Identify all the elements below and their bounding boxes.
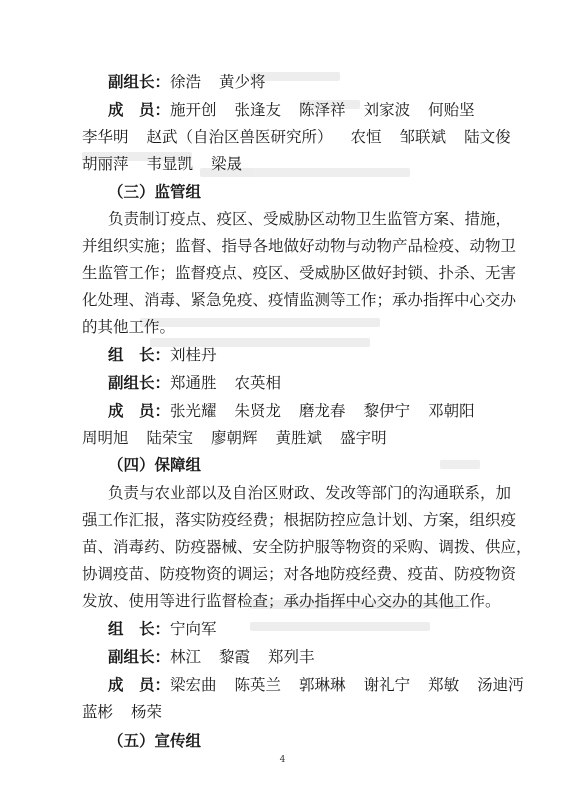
person-name: 刘家波	[363, 101, 411, 119]
deputy-label: 副组长：	[108, 73, 171, 91]
duty-text-line: 强工作汇报，落实防疫经费；根据防控应急计划、方案，组织疫	[82, 511, 517, 529]
person-name: 黎霞	[219, 648, 251, 666]
person-name: 谢礼宁	[363, 676, 411, 694]
person-name: 周明旭	[82, 429, 129, 447]
person-name: 施开创	[170, 101, 217, 119]
person-name: 李华明	[82, 128, 129, 146]
person-name: 郭琳琳	[299, 676, 346, 694]
duty-text-line: 生监管工作；监督疫点、疫区、受威胁区做好封锁、扑杀、无害	[82, 264, 517, 282]
section-heading: （五）宣传组	[108, 732, 202, 750]
person-name: 盛宇明	[340, 429, 387, 447]
person-name: 何贻坚	[428, 101, 475, 119]
section-2-members-row-continued	[82, 127, 511, 147]
person-name: 刘桂丹	[170, 346, 217, 364]
members-label: 成 员：	[108, 402, 171, 420]
section-2-deputy-row	[108, 72, 266, 92]
person-name: 杨荣	[131, 703, 163, 721]
person-name: 韦显凯	[146, 155, 194, 173]
person-name: 磨龙春	[299, 402, 346, 420]
section-3-deputy-row	[108, 373, 281, 393]
section-4-deputy-row	[108, 647, 315, 667]
person-name: 廖朝辉	[211, 429, 258, 447]
section-heading: （三）监管组	[108, 183, 202, 201]
section-4-leader-row	[108, 619, 217, 639]
person-name: 张逢友	[234, 101, 282, 119]
deputy-label: 副组长：	[108, 648, 171, 666]
duty-text-line: 苗、消毒药、防疫器械、安全防护服等物资的采购、调拨、供应，	[82, 538, 532, 556]
person-name: 陆荣宝	[146, 429, 194, 447]
person-name: 农英相	[234, 374, 282, 392]
person-name: 徐浩	[170, 73, 202, 91]
person-name: 农恒	[350, 128, 382, 146]
duty-text-line: 协调疫苗、防疫物资的调运；对各地防疫经费、疫苗、防疫物资	[82, 565, 517, 583]
person-name: 陈泽祥	[299, 101, 346, 119]
person-name: 蓝彬	[82, 703, 114, 721]
person-name: 汤迪沔	[477, 676, 524, 694]
duty-text-line: 负责制订疫点、疫区、受威胁区动物卫生监管方案、措施，	[108, 210, 512, 228]
duty-text-line: 并组织实施；监督、指导各地做好动物与动物产品检疫、动物卫	[82, 237, 517, 255]
duty-text-line: 的其他工作。	[82, 318, 176, 336]
person-name: 赵武（自治区兽医研究所）	[146, 128, 333, 146]
section-3-members-row-continued	[82, 428, 387, 448]
person-name: 宁向军	[170, 620, 217, 638]
person-name: 林江	[170, 648, 202, 666]
members-label: 成 员：	[108, 101, 171, 119]
person-name: 郑敏	[428, 676, 460, 694]
person-name: 郑通胜	[170, 374, 217, 392]
person-name: 郑列丰	[268, 648, 315, 666]
section-3-members-row	[108, 401, 475, 421]
person-name: 梁晟	[211, 155, 243, 173]
leader-label: 组 长：	[108, 620, 171, 638]
section-2-members-row	[108, 100, 475, 120]
person-name: 黎伊宁	[363, 402, 411, 420]
members-label: 成 员：	[108, 676, 171, 694]
person-name: 黄胜斌	[275, 429, 323, 447]
section-heading: （四）保障组	[108, 456, 202, 474]
duty-text-line: 负责与农业部以及自治区财政、发改等部门的沟通联系，加	[108, 484, 512, 502]
person-name: 胡丽萍	[82, 155, 129, 173]
person-name: 陈英兰	[234, 676, 282, 694]
person-name: 黄少将	[219, 73, 266, 91]
page-number: 4	[279, 755, 286, 765]
person-name: 梁宏曲	[170, 676, 217, 694]
person-name: 朱贤龙	[234, 402, 282, 420]
person-name: 张光耀	[170, 402, 217, 420]
person-name: 邓朝阳	[428, 402, 475, 420]
deputy-label: 副组长：	[108, 374, 171, 392]
person-name: 邹联斌	[399, 128, 447, 146]
leader-label: 组 长：	[108, 346, 171, 364]
section-4-members-row	[108, 675, 524, 695]
section-3-leader-row	[108, 345, 217, 365]
section-2-members-row-end	[82, 154, 242, 174]
duty-text-line: 化处理、消毒、紧急免疫、疫情监测等工作；承办指挥中心交办	[82, 291, 517, 309]
section-4-members-row-continued	[82, 702, 162, 722]
person-name: 陆文俊	[464, 128, 511, 146]
duty-text-line: 发放、使用等进行监督检查；承办指挥中心交办的其他工作。	[82, 592, 501, 610]
